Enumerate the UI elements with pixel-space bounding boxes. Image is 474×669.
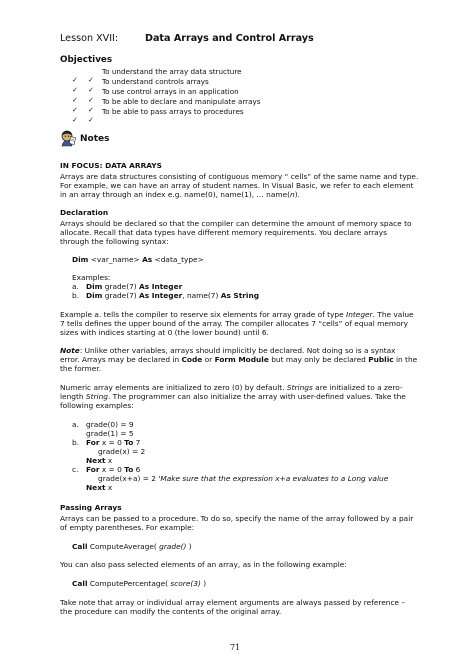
text-span: 7 — [133, 438, 141, 447]
text-span: String — [85, 392, 108, 401]
text-span: Numeric array elements are initialized to zero (0) by default. — [60, 383, 287, 392]
checkmark-icon: ✓ — [72, 106, 78, 114]
text-span: ) — [200, 579, 207, 588]
code-line: grade(x) = 2 — [98, 447, 146, 456]
checkmark-icon: ✓ — [72, 86, 78, 94]
text-span: length — [60, 392, 86, 401]
checkmark-icon: ✓ — [87, 96, 94, 104]
paragraph-line — [60, 346, 396, 355]
paragraph-line: the procedure can modify the contents of the original array. — [60, 607, 282, 616]
checkmark-icon: ✓ — [87, 86, 94, 94]
keyword: To — [124, 465, 134, 474]
text-span: x — [105, 483, 113, 492]
text-span: score(3) — [170, 579, 201, 588]
text-span: grade() — [159, 542, 187, 551]
text-span: in the — [393, 355, 418, 364]
keyword: Dim — [86, 282, 103, 291]
text-span: grade(7) — [102, 291, 140, 300]
text-span: ComputePercentage( — [87, 579, 171, 588]
paragraph-line: following examples: — [60, 401, 134, 410]
keyword: Dim — [72, 255, 89, 264]
text-span: error. Arrays may be declared in — [60, 355, 182, 364]
checkmark-icon: ✓ — [72, 116, 78, 124]
code-line: grade(1) = 5 — [86, 429, 134, 438]
paragraph-line: You can also pass selected elements of an array, as in the following example: — [60, 560, 347, 569]
keyword: Public — [368, 355, 394, 364]
lesson-number: Lesson XVII: — [60, 33, 119, 44]
checkmark-icon: ✓ — [72, 76, 78, 84]
keyword: As — [142, 255, 153, 264]
keyword: As String — [220, 291, 260, 300]
keyword: Next — [86, 456, 106, 465]
checkmark-icon: ✓ — [87, 76, 94, 84]
checkmark-icon: ✓ — [72, 96, 78, 104]
code-line: grade(0) = 9 — [86, 420, 134, 429]
paragraph-line: Arrays should be declared so that the compiler can determine the amount of memory space to — [60, 219, 412, 228]
text-span: ). — [294, 190, 300, 199]
list-marker: b. — [72, 438, 80, 447]
text-span: , name(7) — [182, 291, 221, 300]
section-heading-passing: Passing Arrays — [60, 503, 122, 512]
syntax-line — [72, 255, 204, 264]
text-span: x = 0 — [99, 438, 125, 447]
keyword: Form Module — [214, 355, 269, 364]
objectives-heading: Objectives — [60, 55, 113, 65]
objective-text: To understand controls arrays — [102, 77, 209, 86]
objective-text: To use control arrays in an application — [102, 87, 239, 96]
text-span: <data_type> — [152, 255, 204, 264]
text-span: . The programmer can also initialize the array with user-defined values. Take the — [107, 392, 406, 401]
paragraph-line: For example, we can have an array of student names. In Visual Basic, we refer to each element — [60, 181, 414, 190]
keyword: As Integer — [139, 282, 183, 291]
example-line — [86, 291, 259, 300]
text-span: in an array through an index e.g. name(0), name(1), … name( — [60, 190, 291, 199]
text-span: x = 0 — [99, 465, 125, 474]
paragraph-line: Arrays are data structures consisting of contiguous memory “ cells” of the same name and type. — [60, 172, 419, 181]
note-label: Note — [60, 346, 80, 355]
code-comment: 'Make sure that the expression x+a evaluates to a Long value — [158, 474, 389, 483]
list-marker: b. — [72, 291, 80, 300]
keyword: Call — [72, 579, 88, 588]
paragraph-line — [60, 190, 300, 199]
paragraph-line: of empty parentheses. For example: — [60, 523, 195, 532]
keyword: Dim — [86, 291, 103, 300]
objective-text: To be able to declare and manipulate arrays — [102, 97, 261, 106]
text-span: ) — [186, 542, 192, 551]
text-span: grade(7) — [102, 282, 140, 291]
code-line — [72, 579, 206, 588]
keyword: For — [86, 465, 100, 474]
code-line — [86, 465, 140, 474]
lesson-title: Data Arrays and Control Arrays — [145, 33, 314, 44]
text-span: Strings — [286, 383, 313, 392]
list-marker: a. — [72, 420, 79, 429]
paragraph-line — [60, 355, 417, 364]
page-number: 71 — [230, 643, 241, 652]
code-line — [72, 542, 192, 551]
keyword: To — [124, 438, 134, 447]
text-span: : Unlike other variables, arrays should implicitly be declared. Not doing so is a syntax — [79, 346, 396, 355]
paragraph-line: Arrays can be passed to a procedure. To do so, specify the name of the array followed by a pair — [60, 514, 414, 523]
paragraph-line: Take note that array or individual array element arguments are always passed by reference – — [60, 598, 406, 607]
checkmark-icon: ✓ — [87, 116, 94, 124]
list-marker: a. — [72, 282, 79, 291]
text-span: <var_name> — [88, 255, 143, 264]
paragraph-line: 7 tells defines the upper bound of the array. The compiler allocates 7 “cells” of equal memory — [60, 319, 409, 328]
text-span: grade(x+a) = 2 — [98, 474, 159, 483]
text-span: 6 — [133, 465, 141, 474]
notes-label: Notes — [80, 134, 110, 144]
code-line — [86, 483, 112, 492]
checkmark-icon: ✓ — [87, 106, 94, 114]
text-span: . The value — [372, 310, 414, 319]
keyword: Next — [86, 483, 106, 492]
paragraph-line: the former. — [60, 364, 101, 373]
keyword: As Integer — [139, 291, 183, 300]
text-span: Integer — [346, 310, 373, 319]
list-marker: c. — [72, 465, 79, 474]
section-heading-declaration: Declaration — [60, 208, 109, 217]
objective-text: To be able to pass arrays to procedures — [102, 107, 244, 116]
code-line — [98, 474, 388, 483]
paragraph-line: allocate. Recall that data types have different memory requirements. You declare arrays — [60, 228, 387, 237]
notes-icon — [60, 130, 76, 151]
keyword: For — [86, 438, 100, 447]
text-span: but may only be declared — [268, 355, 369, 364]
objective-item — [72, 107, 94, 126]
paragraph-line — [60, 392, 406, 401]
section-heading-focus: IN FOCUS: DATA ARRAYS — [60, 161, 162, 170]
code-line — [86, 438, 140, 447]
code-line — [86, 456, 112, 465]
text-span: x — [105, 456, 113, 465]
paragraph-line — [60, 383, 403, 392]
keyword: Call — [72, 542, 88, 551]
text-span: or — [202, 355, 215, 364]
text-span: n — [290, 190, 295, 199]
text-span: Example a. tells the compiler to reserve six elements for array grade of type — [60, 310, 347, 319]
paragraph-line — [60, 310, 414, 319]
keyword: Code — [181, 355, 203, 364]
paragraph-line: sizes with indices starting at 0 (the lower bound) until 6. — [60, 328, 269, 337]
text-span: ComputeAverage( — [87, 542, 160, 551]
example-line — [86, 282, 182, 291]
paragraph-line: through the following syntax: — [60, 237, 169, 246]
text-span: are initialized to a zero- — [312, 383, 403, 392]
examples-label: Examples: — [72, 273, 111, 282]
objective-text: To understand the array data structure — [102, 67, 242, 76]
